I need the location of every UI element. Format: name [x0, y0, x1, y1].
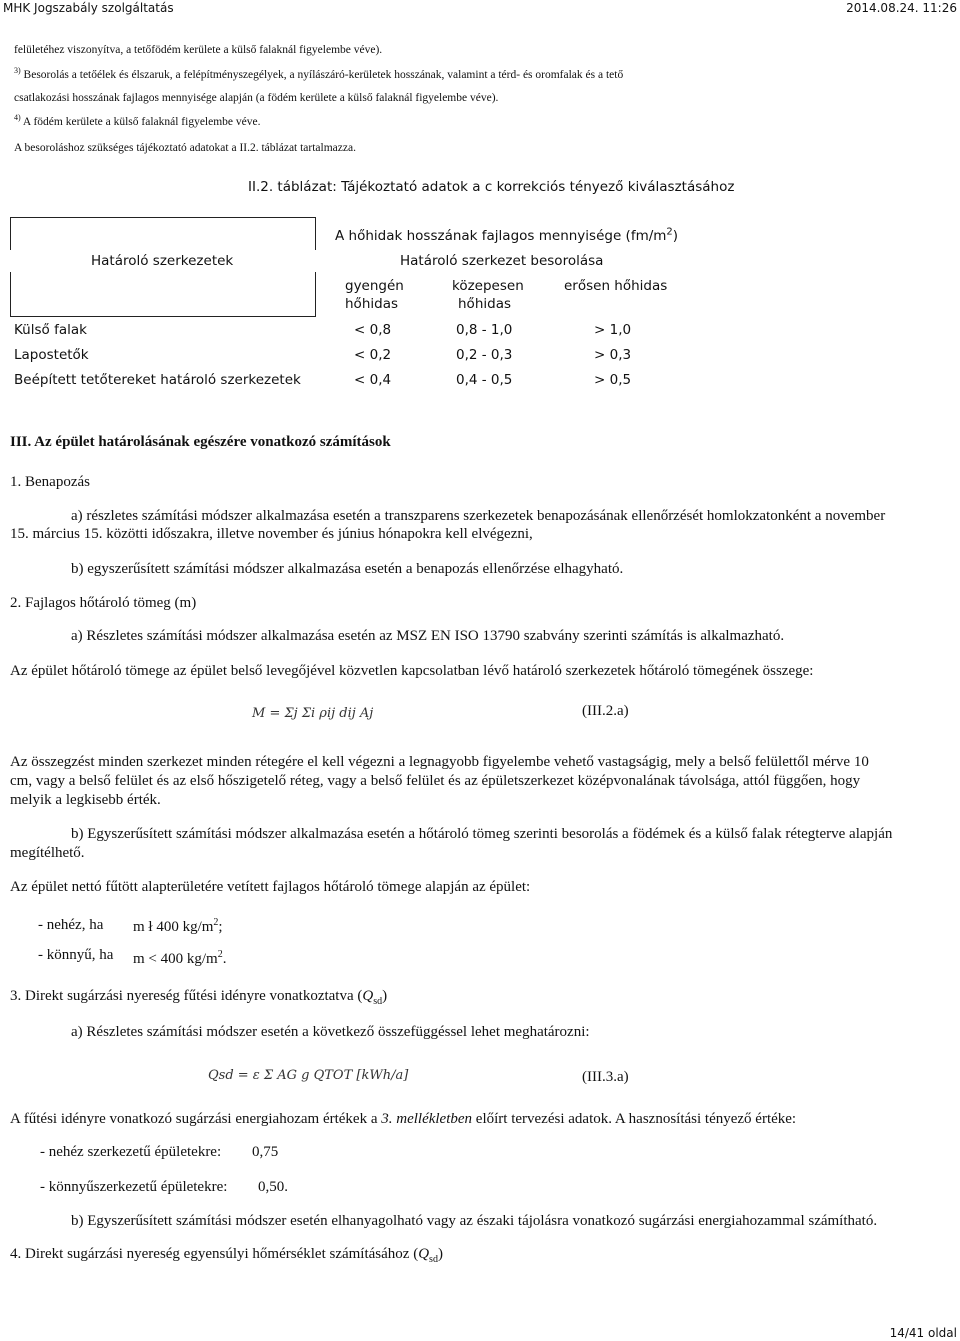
subsection-4-end: ): [437, 1246, 443, 1262]
list-item-label: - nehéz, ha: [38, 917, 104, 933]
table-cell: > 0,3: [594, 347, 632, 363]
table-row-label: Külső falak: [14, 322, 87, 338]
heavy-end: ;: [218, 919, 223, 935]
paragraph-cont: megítélhető.: [10, 845, 85, 861]
symbol-q: Q: [418, 1246, 430, 1262]
subsection-4-text: 4. Direkt sugárzási nyereség egyensúlyi hőmérséklet számításához (: [10, 1246, 419, 1262]
list-item-value: 0,50.: [258, 1179, 288, 1195]
paragraph-cont: cm, vagy a belső felület és az első hőszigetelő réteg, vagy a belső felület és az épületszerkezet középvonalának távolsága, attól függően, hogy: [10, 773, 861, 789]
group-header-text: A hőhidak hosszának fajlagos mennyisége (fm/m: [335, 228, 667, 244]
formula-solar: Qsd = ε Σ AG g QTOT [kWh/a]: [208, 1068, 409, 1083]
paragraph-italic: 3. mellékletben: [381, 1111, 473, 1127]
symbol-sub: sd: [429, 1254, 438, 1265]
paragraph-text: A fűtési idényre vonatkozó sugárzási energiahozam értékek a: [10, 1111, 382, 1127]
symbol-q: Q: [362, 988, 374, 1004]
heavy-sup: 2: [213, 917, 219, 928]
subsection-2: 2. Fajlagos hőtároló tömeg (m): [10, 595, 197, 611]
light-condition: m < 400 kg/m: [133, 951, 218, 967]
paragraph: Az épület hőtároló tömege az épület belső levegőjével közvetlen kapcsolatban lévő határoló szerkezetek hőtároló tömegének összege:: [10, 663, 814, 679]
group-header-end: ): [672, 228, 679, 244]
table-cell: 0,2 - 0,3: [456, 347, 513, 363]
footnote-4-sup: 4): [14, 113, 21, 123]
paragraph-cont: melyik a legkisebb érték.: [10, 792, 161, 808]
table-cell: > 0,5: [594, 372, 632, 388]
list-item-label: - nehéz szerkezetű épületekre:: [40, 1144, 222, 1160]
table-border: [10, 217, 11, 250]
besorolas-note: A besoroláshoz szükséges tájékoztató adatokat a II.2. táblázat tartalmazza.: [14, 142, 356, 154]
paragraph: a) részletes számítási módszer alkalmazása esetén a transzparens szerkezetek benapozásának ellenőrzését homlokzatonként a november: [71, 508, 886, 524]
col-header-strong: erősen hőhidas: [564, 278, 668, 294]
row-header: Határoló szerkezetek: [91, 253, 234, 269]
table-border: [315, 217, 316, 250]
paragraph: b) Egyszerűsített számítási módszer alkalmazása esetén a hőtároló tömeg szerinti besorolás a födémek és a külső falak rétegterve alapján: [71, 826, 893, 842]
subsection-3-text: 3. Direkt sugárzási nyereség fűtési idényre vonatkoztatva (: [10, 988, 363, 1004]
footnote-3: [14, 66, 624, 81]
table-row-label: Lapostetők: [14, 347, 89, 363]
page-number: 14/41 oldal: [889, 1326, 957, 1340]
paragraph: Az összegzést minden szerkezet minden rétegére el kell végezni a legnagyobb figyelembe vehető vastagságig, mely a belső felülettől mérve 10: [10, 754, 869, 770]
footnote-3-text: Besorolás a tetőélek és élszaruk, a felépítményszegélyek, a nyílászáró-kerületek hosszának, valamint a térd- és oromfalak és a tető: [20, 69, 624, 81]
list-item-value: 0,75: [252, 1144, 279, 1160]
list-item-label: - könnyűszerkezetű épületekre:: [40, 1179, 228, 1195]
table-border: [10, 316, 316, 317]
col-header-medium: közepesen: [452, 278, 524, 294]
section-heading: III. Az épület határolásának egészére vonatkozó számítások: [10, 434, 391, 450]
table-border: [10, 217, 316, 218]
heavy-condition: m ł 400 kg/m: [133, 919, 214, 935]
list-item-label: - könnyű, ha: [38, 947, 114, 963]
equation-number: (III.3.a): [582, 1069, 629, 1085]
formula-mass: M = Σj Σi ρij dij Aj: [252, 706, 374, 721]
paragraph-text-end: előírt tervezési adatok. A hasznosítási tényező értéke:: [472, 1111, 797, 1127]
table-cell: < 0,8: [354, 322, 392, 338]
page-header: [0, 0, 960, 18]
header-source: MHK Jogszabály szolgáltatás: [3, 1, 174, 15]
footnote-3-cont: csatlakozási hosszának fajlagos mennyisége alapján (a födém kerülete a külső falaknál figyelembe véve).: [14, 92, 499, 104]
subsection-4: [10, 1246, 443, 1263]
paragraph: Az épület nettó fűtött alapterületére vetített fajlagos hőtároló tömege alapján az épület:: [10, 879, 531, 895]
table-cell: 0,4 - 0,5: [456, 372, 513, 388]
footnote-4: [14, 113, 261, 128]
list-item-value: [133, 919, 223, 936]
subsection-3: [10, 988, 387, 1005]
footnote-3-sup: 3): [14, 66, 21, 76]
paragraph: b) egyszerűsített számítási módszer alkalmazása esetén a benapozás ellenőrzése elhagyható.: [71, 561, 624, 577]
subsection-3-end: ): [382, 988, 388, 1004]
col-header-weak: gyengén: [345, 278, 404, 294]
table-cell: > 1,0: [594, 322, 632, 338]
col-header-medium-2: hőhidas: [458, 296, 511, 312]
paragraph: b) Egyszerűsített számítási módszer esetén elhanyagolható vagy az északi tájolásra vonatkozó sugárzási energiahozammal számítható.: [71, 1213, 878, 1229]
table-cell: < 0,2: [354, 347, 392, 363]
group-header: [335, 228, 678, 244]
equation-number: (III.2.a): [582, 703, 629, 719]
symbol-sub: sd: [373, 996, 383, 1007]
sub-header: Határoló szerkezet besorolása: [400, 253, 604, 269]
table-border: [10, 272, 11, 316]
group-header-sup: 2: [666, 226, 673, 238]
list-item-value: [133, 951, 226, 968]
header-timestamp: 2014.08.24. 11:26: [846, 1, 957, 15]
paragraph: a) Részletes számítási módszer alkalmazása esetén az MSZ EN ISO 13790 szabvány szerinti számítás is alkalmazható.: [71, 628, 785, 644]
note-line: felületéhez viszonyítva, a tetőfödém kerülete a külső falaknál figyelembe véve).: [14, 44, 383, 56]
paragraph-cont: 15. március 15. közötti időszakra, illetve november és június hónapokra kell elvégezni,: [10, 526, 533, 542]
table-border: [315, 272, 316, 316]
col-header-weak-2: hőhidas: [345, 296, 398, 312]
light-sup: 2: [217, 949, 223, 960]
paragraph: [10, 1111, 796, 1128]
table-cell: 0,8 - 1,0: [456, 322, 513, 338]
table-title: II.2. táblázat: Tájékoztató adatok a c korrekciós tényező kiválasztásához: [248, 179, 735, 195]
subsection-1: 1. Benapozás: [10, 474, 90, 490]
paragraph: a) Részletes számítási módszer esetén a következő összefüggéssel lehet meghatározni:: [71, 1024, 590, 1040]
footnote-4-text: A födém kerülete a külső falaknál figyelembe véve.: [20, 116, 261, 128]
light-end: .: [222, 951, 227, 967]
table-cell: < 0,4: [354, 372, 392, 388]
table-row-label: Beépített tetőtereket határoló szerkezetek: [14, 372, 301, 388]
